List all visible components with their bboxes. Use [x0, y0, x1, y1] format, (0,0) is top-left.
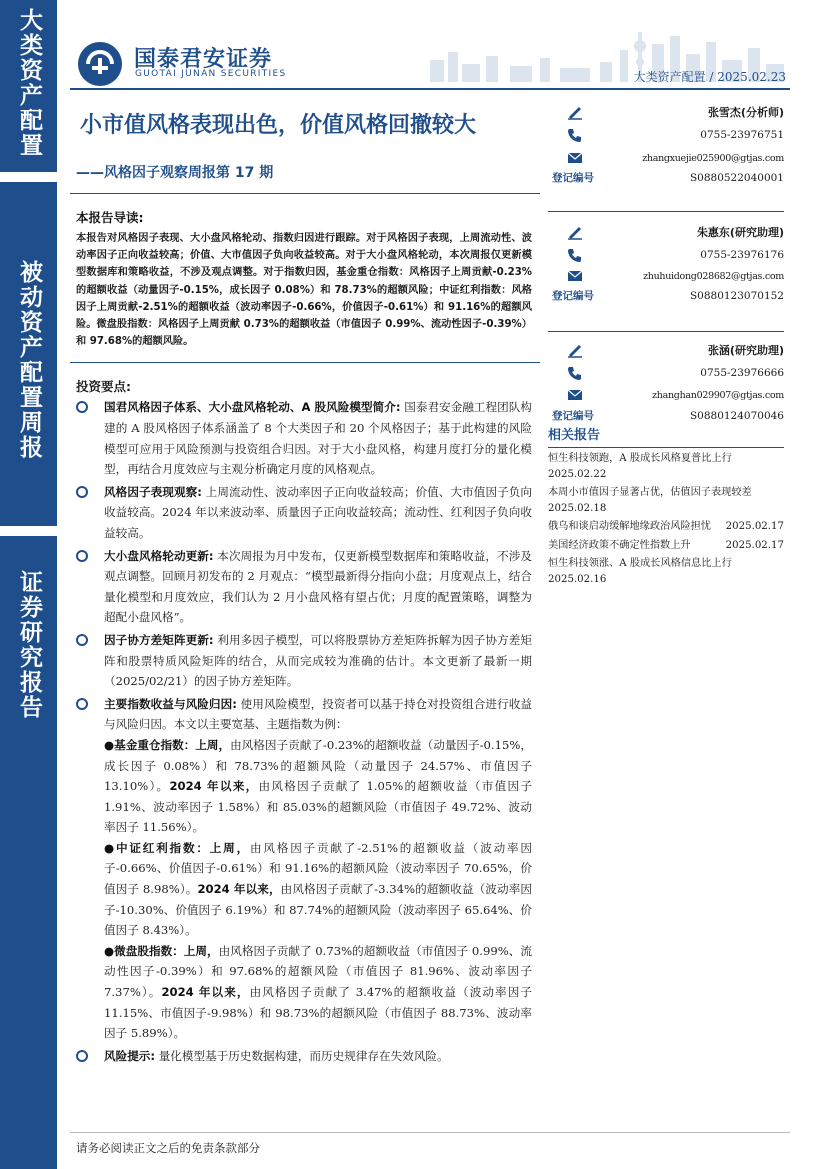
point-item	[76, 397, 532, 479]
author-email[interactable]: zhangxuejie025900@gtjas.com	[642, 152, 784, 164]
header-separator: /	[709, 70, 714, 84]
intro-heading: 本报告导读:	[76, 210, 144, 225]
header-divider	[70, 88, 790, 90]
page-title: 小市值风格表现出色，价值风格回撤较大	[80, 113, 477, 138]
point-text: 利用多因子模型，可以将股票协方差矩阵拆解为因子协方差矩阵和股票特质风险矩阵的结合，从而完成较为准确的估计。本文更新了最新一期（2025/02/21）的因子协方差矩阵。	[104, 632, 533, 689]
related-report-title[interactable]: 恒生科技领跑，A 股成长风格夏普比上行	[548, 453, 732, 464]
related-report-item[interactable]	[548, 485, 784, 516]
index-attribution-item: ●微盘股指数：上周，由风格因子贡献了 0.73%的超额收益（市值因子 0.99%、流动性因子-0.39%）和 97.68%的超额风险（市值因子 81.96%、波动率因子 7.37%）。2024 年以来，由风格因子贡献了 3.47%的超额收益（波动率因子 11.15%、市值因子-9.98%）和 98.73%的超额风险（市值因子 88.73%、波动率因子 5.89%）。	[104, 943, 532, 1041]
risk-item	[76, 1046, 532, 1067]
main-content	[76, 208, 532, 1066]
index-attribution-item: ●中证红利指数：上周，由风格因子贡献了-2.51%的超额收益（波动率因子-0.66%、价值因子-0.61%）和 91.16%的超额风险（波动率因子 70.65%，价值因子 8.98%）。2024 年以来，由风格因子贡献了-3.34%的超额收益（波动率因子-10.30%、价值因子 6.19%）和 87.74%的超额风险（波动率因子 65.64%、价值因子 8.43%）。	[104, 840, 533, 938]
bullet-icon	[76, 486, 88, 498]
sub-lead-2: 2024 年以来，	[161, 985, 250, 1000]
point-lead: 因子协方差矩阵更新:	[104, 632, 214, 647]
author-reg-label: 登记编号	[552, 410, 594, 422]
phone-icon	[566, 365, 584, 381]
title-divider	[70, 193, 540, 194]
risk-text: 量化模型基于历史数据构建，而历史规律存在失效风险。	[155, 1048, 449, 1063]
sub-lead: 基金重仓指数：上周，	[114, 737, 231, 752]
index-attribution-item: ●基金重仓指数：上周，由风格因子贡献了-0.23%的超额收益（动量因子-0.15%，成长因子 0.08%）和 78.73%的超额风险（动量因子 24.57%、市值因子 13.10%）。2024 年以来，由风格因子贡献了 1.05%的超额收益（市值因子 1.91%、波动率因子 1.58%）和 85.03%的超额风险（市值因子 49.72%、波动率因子 11.56%）。	[104, 737, 532, 835]
pen-icon	[566, 104, 584, 120]
page-subtitle: ——风格因子观察周报第 17 期	[76, 165, 274, 181]
sub-lead-2: 2024 年以来，	[169, 779, 259, 794]
phone-icon	[566, 127, 584, 143]
author-reg: S0880123070152	[689, 289, 784, 302]
point-lead: 主要指数收益与风险归因:	[104, 696, 237, 711]
author-email[interactable]: zhanghan029907@gtjas.com	[652, 389, 784, 401]
related-report-item[interactable]	[548, 451, 784, 482]
bullet-icon	[76, 1050, 88, 1062]
related-report-title[interactable]: 美国经济政策不确定性指数上升	[548, 539, 691, 551]
banner-tab-report-kind: 证券研究报告	[0, 536, 57, 1169]
author-reg: S0880522040001	[689, 171, 784, 184]
author-reg-label: 登记编号	[552, 290, 594, 302]
related-report-date: 2025.02.18	[548, 502, 607, 514]
related-reports	[548, 424, 784, 587]
header-date: 2025.02.23	[717, 70, 786, 84]
point-item	[76, 482, 532, 544]
footer-divider	[70, 1132, 790, 1133]
sub-lead-2: 2024 年以来，	[197, 882, 281, 897]
banner-tab-report-type: 被动资产配置周报	[0, 182, 57, 526]
sub-text: 由风格因子贡献了 0.73%的超额收益（市值因子 0.99%、流动性因子-0.39%）和 97.68%的超额风险（市值因子 81.96%、波动率因子 7.37%）。	[104, 943, 532, 1000]
sub-text-2: 由风格因子贡献了 1.05%的超额收益（市值因子 1.91%、波动率因子 1.58%）和 85.03%的超额风险（市值因子 49.72%、波动率因子 11.56%）。	[104, 779, 532, 835]
mail-icon	[566, 150, 584, 166]
related-heading: 相关报告	[548, 424, 784, 448]
related-report-date: 2025.02.17	[725, 521, 784, 532]
intro-text: 本报告对风格因子表现、大小盘风格轮动、指数归因进行跟踪。对于风格因子表现，上周流动性、波动率因子正向收益较高；价值、大市值因子负向收益较高。对于大小盘风格轮动，本次周报仅更新模型数据库和策略收益，不涉及观点调整。对于指数归因，基金重仓指数：风格因子上周贡献-0.23%的超额收益（动量因子-0.15%，成长因子 0.08%）和 78.73%的超额风险；中证红利指数：风格因子上周贡献-2.51%的超额收益（波动率因子-0.66%，价值因子-0.61%）和 91.16%的超额风险。微盘股指数：风格因子上周贡献 0.73%的超额收益（市值因子 0.99%、流动性因子-0.39%）和 97.68%的超额风险。	[76, 233, 532, 348]
author-name: 朱惠东(研究助理)	[696, 226, 784, 239]
mail-icon	[566, 387, 584, 403]
point-text: 使用风险模型，投资者可以基于持仓对投资组合进行收益与风险归因。本文以主要宽基、主题指数为例：	[104, 696, 533, 732]
banner-tab-category: 大类资产配置	[0, 0, 57, 172]
logo-icon	[76, 40, 124, 88]
related-report-date: 2025.02.16	[548, 573, 607, 585]
bullet-icon	[76, 698, 88, 710]
pen-icon	[566, 342, 584, 358]
point-item	[76, 694, 532, 735]
sub-text: 由风格因子贡献了-2.51%的超额收益（波动率因子-0.66%、价值因子-0.61%）和 91.16%的超额风险（波动率因子 70.65%，价值因子 8.98%）。	[104, 840, 532, 897]
related-report-title[interactable]: 俄乌和谈启动缓解地缘政治风险担忧	[548, 521, 711, 532]
mail-icon	[566, 268, 584, 284]
author-email[interactable]: zhuhuidong028682@gtjas.com	[643, 270, 784, 282]
author-phone: 0755-23976751	[700, 129, 784, 141]
company-name-cn: 国泰君安证券	[134, 47, 273, 72]
intro-divider	[70, 362, 540, 363]
footer-disclaimer: 请务必阅读正文之后的免责条款部分	[76, 1141, 260, 1155]
header-meta	[634, 68, 786, 85]
point-lead: 国君风格因子体系、大小盘风格轮动、A 股风险模型简介:	[104, 400, 401, 415]
sub-text-2: 由风格因子贡献了 3.47%的超额收益（波动率因子 11.15%、市值因子-9.98%）和 98.73%的超额风险（市值因子 88.73%、波动率因子 5.89%）。	[104, 985, 532, 1041]
point-text: 国泰君安金融工程团队构建的 A 股风格因子体系涵盖了 8 个大类因子和 20 个风格因子；基于此构建的风险模型可应用于风险预测与投资组合归因。对于大小盘风格，构建月度打分的量化模型，再结合月度效应与主观分析确定月度的风格观点。	[104, 400, 533, 477]
company-name-en: GUOTAI JUNAN SECURITIES	[135, 69, 287, 79]
author-card	[548, 100, 784, 212]
related-report-title[interactable]: 恒生科技领涨、A 股成长风格信息比上行	[548, 558, 732, 569]
related-report-item[interactable]	[548, 556, 784, 587]
related-report-item[interactable]	[548, 538, 784, 554]
point-lead: 风格因子表现观察:	[104, 484, 202, 499]
risk-lead: 风险提示:	[104, 1048, 156, 1063]
related-report-date: 2025.02.22	[548, 468, 607, 480]
author-reg: S0880124070046	[689, 409, 784, 422]
sub-lead: 微盘股指数：上周，	[114, 943, 219, 958]
bullet-icon	[76, 550, 88, 562]
author-reg-label: 登记编号	[552, 172, 594, 184]
author-card	[548, 212, 784, 332]
author-name: 张雪杰(分析师)	[707, 106, 784, 119]
related-report-date: 2025.02.17	[725, 539, 784, 551]
sub-text-2: 由风格因子贡献了-3.34%的超额收益（波动率因子-10.30%、价值因子 6.19%）和 87.74%的超额风险（波动率因子 65.64%、价值因子 8.43%）。	[104, 882, 533, 938]
point-text: 本次周报为月中发布，仅更新模型数据库和策略收益，不涉及观点调整。回顾月初发布的 2 月观点：“模型最新得分指向小盘；月度观点上，结合量化模型和月度效应，我们认为 2 月小盘风格有望占优；月度的配置策略，调整为超配小盘风格”。	[104, 548, 533, 625]
related-report-item[interactable]	[548, 519, 784, 535]
bullet-icon	[76, 401, 88, 413]
header-category: 大类资产配置	[633, 70, 706, 84]
point-item	[76, 630, 532, 692]
point-lead: 大小盘风格轮动更新:	[104, 548, 214, 563]
authors-panel	[548, 100, 784, 442]
point-item	[76, 546, 532, 628]
points-heading: 投资要点:	[76, 379, 131, 395]
author-phone: 0755-23976666	[700, 367, 784, 379]
bullet-icon	[76, 634, 88, 646]
point-text: 上周流动性、波动率因子正向收益较高；价值、大市值因子负向收益较高。2024 年以来波动率、质量因子正向收益较高；流动性、红利因子负向收益较高。	[104, 484, 533, 540]
pen-icon	[566, 224, 584, 240]
author-phone: 0755-23976176	[700, 249, 784, 261]
phone-icon	[566, 247, 584, 263]
author-name: 张涵(研究助理)	[707, 344, 784, 357]
left-banner	[0, 0, 57, 1169]
sub-lead: 中证红利指数：上周，	[115, 840, 250, 855]
sub-text: 由风格因子贡献了-0.23%的超额收益（动量因子-0.15%，成长因子 0.08%）和 78.73%的超额风险（动量因子 24.57%、市值因子 13.10%）。	[104, 737, 532, 794]
related-report-title[interactable]: 本周小市值因子显著占优，估值因子表现较差	[548, 487, 752, 498]
